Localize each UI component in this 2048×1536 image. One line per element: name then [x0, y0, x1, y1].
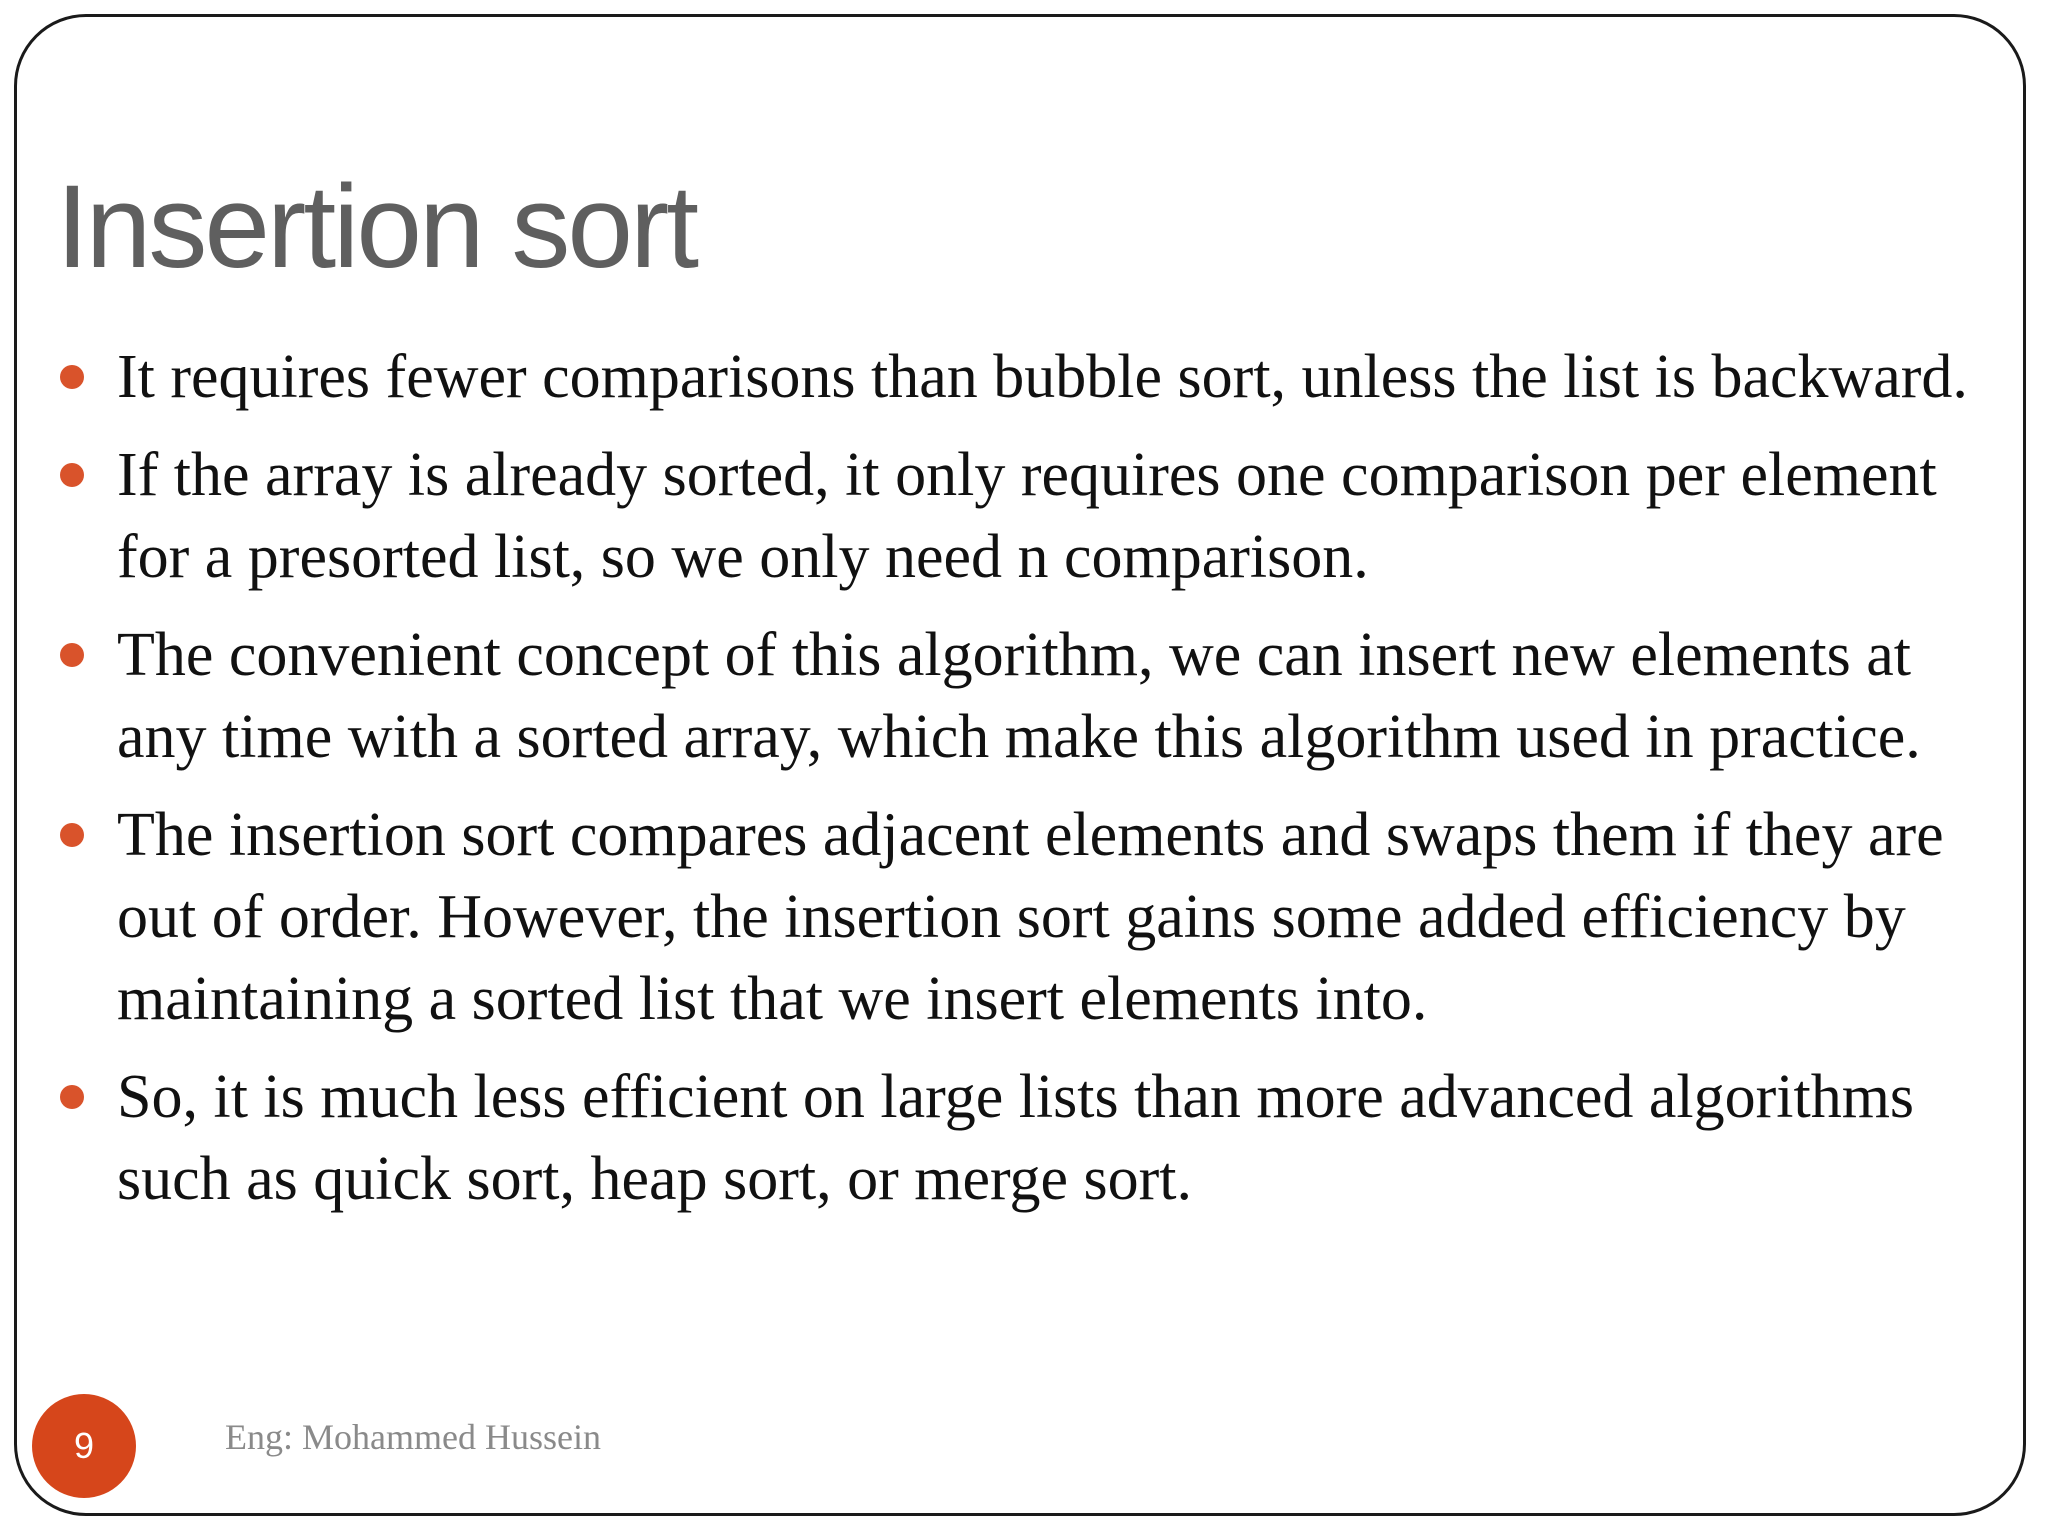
bullet-item	[0, 614, 2048, 778]
bullet-line: The convenient concept of this algorithm, we can insert new elements at	[117, 621, 1911, 689]
bullet-dot-icon	[60, 463, 84, 487]
bullet-item	[0, 336, 2048, 418]
footer-author: Eng: Mohammed Hussein	[225, 1417, 601, 1457]
bullet-line: out of order. However, the insertion sort gains some added efficiency by	[117, 883, 1906, 951]
bullet-dot-icon	[60, 365, 84, 389]
bullet-line: So, it is much less efficient on large lists than more advanced algorithms	[117, 1063, 1915, 1131]
bullet-item	[0, 1056, 2048, 1220]
page-number-badge: 9	[32, 1394, 136, 1498]
bullet-line: If the array is already sorted, it only requires one comparison per element	[117, 441, 1937, 509]
bullet-line: for a presorted list, so we only need n comparison.	[117, 523, 1369, 591]
bullet-item	[0, 434, 2048, 598]
bullet-dot-icon	[60, 1085, 84, 1109]
bullet-list	[0, 336, 2048, 1236]
bullet-line: The insertion sort compares adjacent elements and swaps them if they are	[117, 801, 1944, 869]
bullet-line: such as quick sort, heap sort, or merge sort.	[117, 1145, 1193, 1213]
bullet-dot-icon	[60, 823, 84, 847]
bullet-dot-icon	[60, 643, 84, 667]
bullet-line: It requires fewer comparisons than bubble sort, unless the list is backward.	[117, 343, 1968, 411]
bullet-line: maintaining a sorted list that we insert elements into.	[117, 965, 1428, 1033]
slide-title: Insertion sort	[56, 161, 697, 293]
bullet-line: any time with a sorted array, which make this algorithm used in practice.	[117, 703, 1921, 771]
bullet-item	[0, 794, 2048, 1040]
